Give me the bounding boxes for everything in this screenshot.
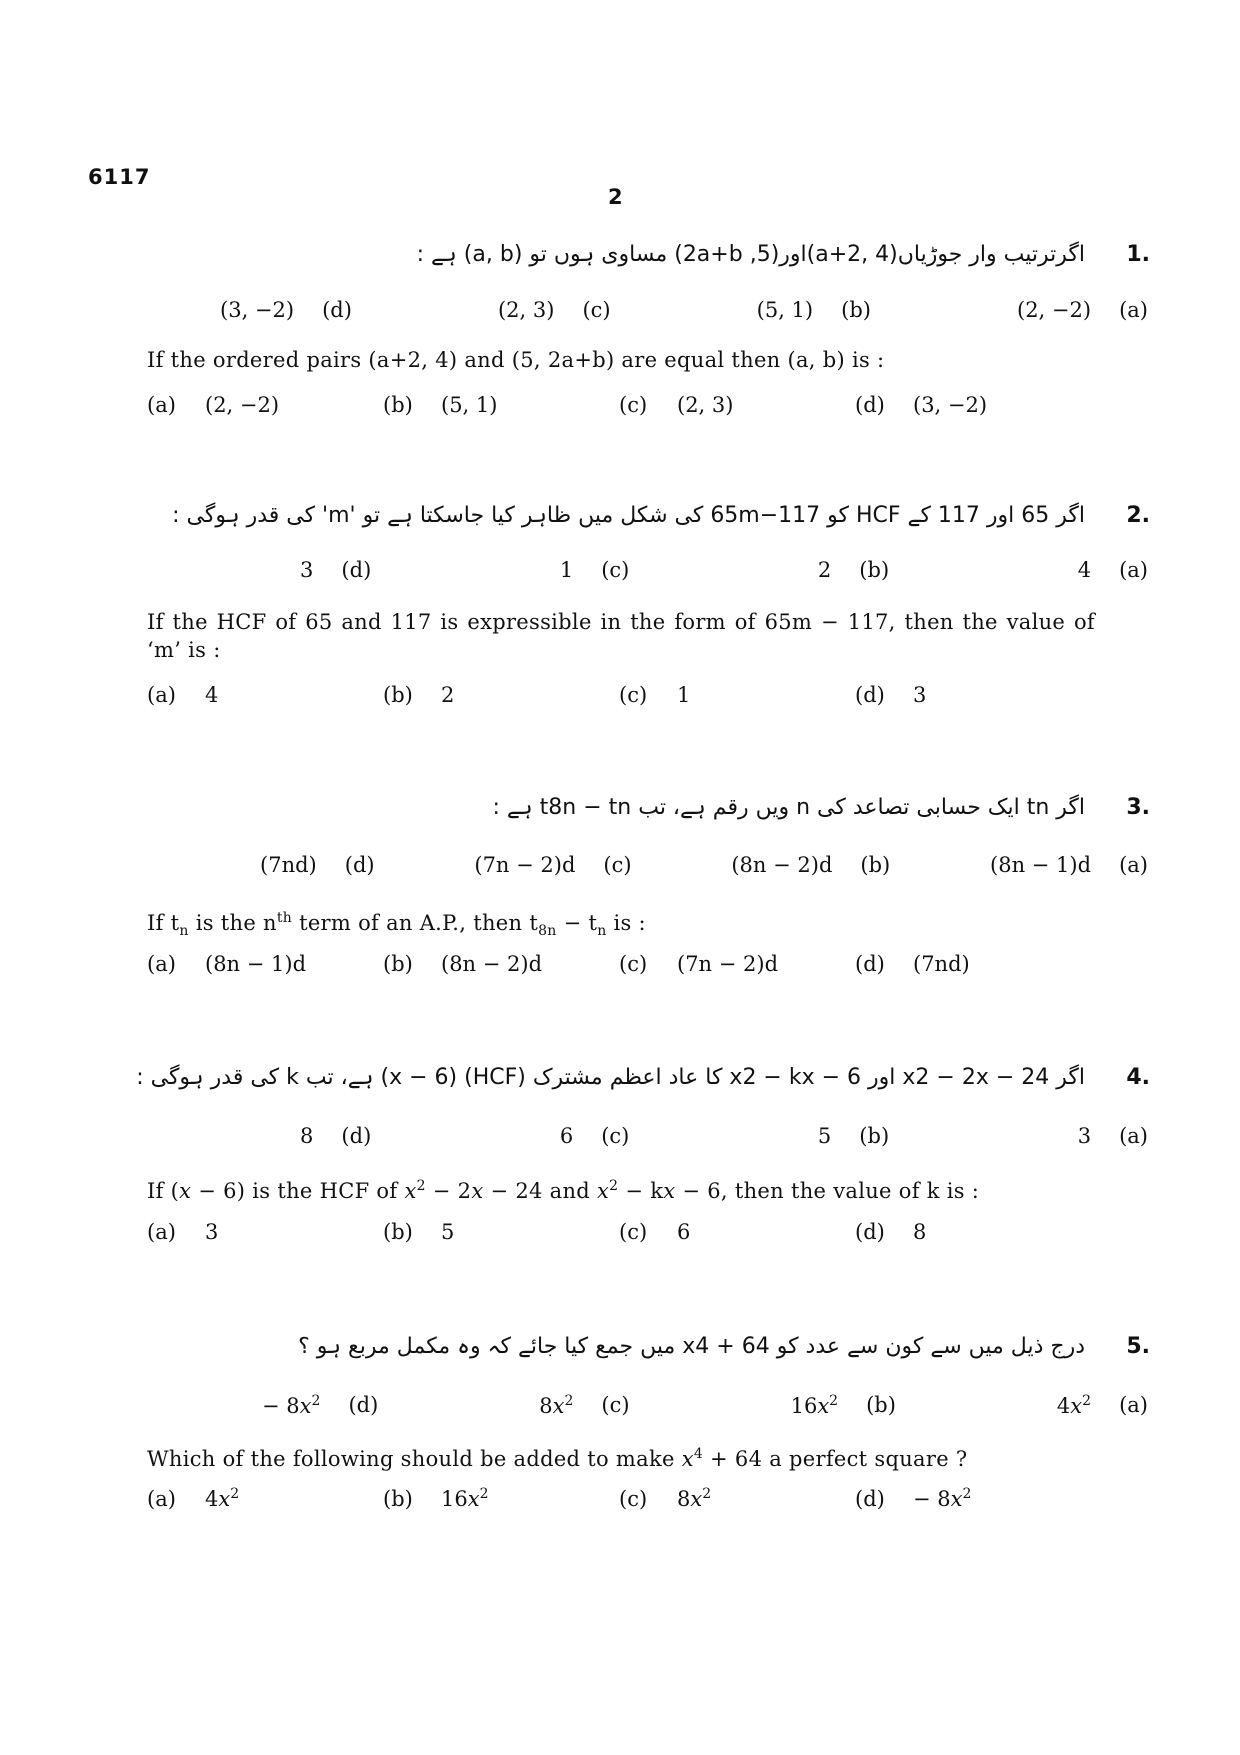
option-label: (b) <box>859 558 890 582</box>
option-value: $8x^2$ <box>539 1393 574 1418</box>
question-urdu <box>136 1065 1150 1090</box>
option-d <box>220 298 352 322</box>
option-value: (2, 3) <box>677 393 734 417</box>
option-value: (3, −2) <box>220 298 295 322</box>
option-value: $16x^2$ <box>441 1486 489 1511</box>
option-value: (7n − 2)d <box>474 853 576 877</box>
question-text-urdu: اگر 65 اور 117 کے HCF کو 65m−117 کی شکل میں ظاہر کیا جاسکتا ہے تو 'm' کی قدر ہوگی : <box>172 503 1085 528</box>
question-number: .5 <box>1126 1334 1150 1359</box>
option-label: (c) <box>603 853 632 877</box>
option-a <box>1017 298 1148 322</box>
option-label: (c) <box>619 683 648 707</box>
option-label: (b) <box>841 298 871 322</box>
option-a <box>147 683 218 707</box>
question-urdu <box>140 795 1150 820</box>
question-text-urdu: اگر x2 − 2x − 24 اور x2 − kx − 6 کا عاد اعظم مشترک (HCF) (x − 6) ہے، تب k کی قدر ہوگی : <box>136 1065 1085 1090</box>
option-label: (d) <box>855 952 885 976</box>
option-c <box>560 558 630 582</box>
option-d <box>855 1220 926 1244</box>
option-d <box>855 393 987 417</box>
option-c <box>619 1486 711 1511</box>
paper-code: 6117 <box>88 165 151 189</box>
option-value: (7n − 2)d <box>677 952 779 976</box>
question-number: .4 <box>1126 1065 1150 1090</box>
question-text-urdu: اگرترتیب وار جوڑیاں(a+2, 4)اور(5, 2a+b) مساوی ہوں تو (a, b) ہے : <box>416 242 1085 267</box>
urdu-options <box>262 1393 1148 1418</box>
option-value: 5 <box>817 1124 832 1148</box>
option-value: (8n − 2)d <box>441 952 543 976</box>
option-a <box>1057 1393 1148 1418</box>
option-label: (c) <box>601 1124 630 1148</box>
option-value: 3 <box>1077 1124 1092 1148</box>
option-value: (5, 1) <box>441 393 498 417</box>
option-value: (3, −2) <box>913 393 988 417</box>
option-label: (b) <box>383 1220 413 1244</box>
option-d <box>300 558 371 582</box>
option-value: 6 <box>559 1124 574 1148</box>
question-text-urdu: درج ذیل میں سے کون سے عدد کو x4 + 64 میں جمع کیا جائے کہ وہ مکمل مربع ہو ؟ <box>298 1334 1085 1359</box>
option-label: (b) <box>866 1393 896 1417</box>
option-value: 3 <box>913 683 927 707</box>
option-c <box>619 952 778 976</box>
option-label: (b) <box>859 1124 890 1148</box>
question-urdu <box>140 242 1150 267</box>
option-label: (b) <box>383 952 413 976</box>
option-label: (d) <box>341 1124 372 1148</box>
option-value: 6 <box>677 1220 691 1244</box>
option-label: (d) <box>341 558 372 582</box>
option-a <box>147 1220 218 1244</box>
option-value: $4x^2$ <box>205 1486 240 1511</box>
option-value: (2, 3) <box>497 298 555 322</box>
option-label: (a) <box>1119 1124 1148 1148</box>
option-value: $8x^2$ <box>677 1486 712 1511</box>
option-value: (7nd) <box>260 853 317 877</box>
option-label: (a) <box>147 952 176 976</box>
option-c <box>539 1393 629 1418</box>
option-value: (2, −2) <box>205 393 280 417</box>
page-number: 2 <box>608 185 623 209</box>
option-label: (d) <box>344 853 375 877</box>
question-text-english: If the ordered pairs (a+2, 4) and (5, 2a+b) are equal then (a, b) is : <box>147 348 885 372</box>
option-d <box>262 1393 378 1418</box>
option-c <box>498 298 611 322</box>
option-a <box>1078 1124 1148 1148</box>
option-label: (a) <box>147 1487 176 1511</box>
option-a <box>147 393 279 417</box>
option-d <box>300 1124 371 1148</box>
question-urdu <box>140 1334 1150 1359</box>
option-label: (c) <box>582 298 611 322</box>
option-label: (c) <box>601 1393 630 1417</box>
option-d <box>855 1486 971 1511</box>
option-label: (d) <box>348 1393 379 1417</box>
option-label: (c) <box>619 1487 648 1511</box>
option-a <box>1078 558 1148 582</box>
option-c <box>619 683 690 707</box>
urdu-options <box>260 853 1148 877</box>
option-b <box>731 853 890 877</box>
option-label: (c) <box>619 393 648 417</box>
question-number: .2 <box>1126 503 1150 528</box>
question-number: .1 <box>1126 242 1150 267</box>
option-value: $16x^2$ <box>790 1393 839 1418</box>
option-label: (a) <box>1119 1393 1148 1417</box>
option-label: (a) <box>147 1220 176 1244</box>
question-text-english: If the HCF of 65 and 117 is expressible in the form of 65m − 117, then the value of ‘m’ is : <box>147 610 1095 662</box>
option-value: 2 <box>817 558 832 582</box>
option-value: 3 <box>300 558 314 582</box>
option-value: $4x^2$ <box>1056 1393 1092 1418</box>
option-value: (8n − 1)d <box>990 853 1092 877</box>
urdu-options <box>300 1124 1148 1148</box>
option-label: (c) <box>619 952 648 976</box>
option-value: 8 <box>913 1220 927 1244</box>
option-label: (b) <box>860 853 891 877</box>
option-value: 1 <box>559 558 574 582</box>
option-value: 4 <box>205 683 219 707</box>
option-label: (a) <box>147 393 176 417</box>
option-label: (d) <box>322 298 352 322</box>
option-label: (d) <box>855 1220 885 1244</box>
option-b <box>791 1393 896 1418</box>
option-b <box>757 298 871 322</box>
option-b <box>383 1220 454 1244</box>
option-c <box>619 393 733 417</box>
option-label: (d) <box>855 393 885 417</box>
option-label: (a) <box>1119 853 1148 877</box>
option-value: (5, 1) <box>756 298 814 322</box>
question-text-english: If (x − 6) is the HCF of $x^2 - 2x - 24$ and $x^2$ − kx − 6, then the value of k is : <box>147 1178 980 1203</box>
option-value: 2 <box>441 683 455 707</box>
option-label: (d) <box>855 683 885 707</box>
option-a <box>147 1486 239 1511</box>
option-value: 4 <box>1077 558 1092 582</box>
option-label: (c) <box>619 1220 648 1244</box>
question-number: .3 <box>1126 795 1150 820</box>
option-value: (7nd) <box>913 952 970 976</box>
option-b <box>818 1124 889 1148</box>
option-b <box>818 558 889 582</box>
option-b <box>383 952 542 976</box>
question-urdu <box>140 503 1150 528</box>
option-label: (b) <box>383 683 413 707</box>
option-c <box>474 853 631 877</box>
option-label: (b) <box>383 393 413 417</box>
option-label: (a) <box>1119 298 1148 322</box>
option-d <box>855 952 970 976</box>
urdu-options <box>300 558 1148 582</box>
question-text-english: Which of the following should be added to make $x^4 + 64$ a perfect square ? <box>147 1446 968 1471</box>
question-text-english: If $t_n$ is the $n^{th}$ term of an A.P., then $t_{8n} - t_n$ is : <box>147 910 646 940</box>
option-value: − $8x^2$ <box>913 1486 972 1511</box>
option-label: (a) <box>1119 558 1148 582</box>
option-value: (8n − 1)d <box>205 952 307 976</box>
option-label: (c) <box>601 558 630 582</box>
option-value: 1 <box>677 683 691 707</box>
option-b <box>383 1486 489 1511</box>
option-value: (8n − 2)d <box>731 853 833 877</box>
option-value: (2, −2) <box>1017 298 1092 322</box>
option-label: (d) <box>855 1487 885 1511</box>
option-label: (a) <box>147 683 176 707</box>
option-b <box>383 683 454 707</box>
option-value: − $8x^2$ <box>262 1393 321 1418</box>
option-a <box>990 853 1148 877</box>
question-text-urdu: اگر tn ایک حسابی تصاعد کی n ویں رقم ہے، تب t8n − tn ہے : <box>492 795 1085 820</box>
option-c <box>560 1124 630 1148</box>
option-value: 8 <box>300 1124 314 1148</box>
option-value: 3 <box>205 1220 219 1244</box>
option-d <box>855 683 926 707</box>
option-b <box>383 393 497 417</box>
option-value: 5 <box>441 1220 455 1244</box>
option-c <box>619 1220 690 1244</box>
option-label: (b) <box>383 1487 413 1511</box>
urdu-options <box>220 298 1148 322</box>
option-d <box>260 853 375 877</box>
option-a <box>147 952 306 976</box>
